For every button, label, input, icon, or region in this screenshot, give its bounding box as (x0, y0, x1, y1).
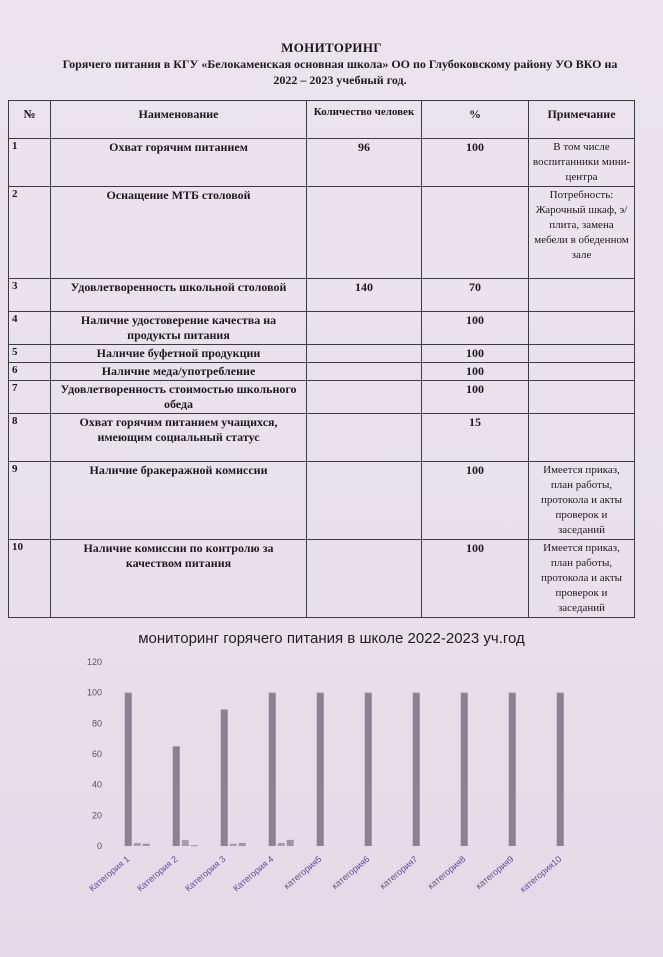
y-tick-label: 60 (91, 749, 102, 759)
row-name: Охват горячим питанием учащихся, имеющим социальный статус (51, 414, 307, 462)
header-qty: Количество человек (307, 101, 422, 139)
bar-series-2 (230, 844, 237, 846)
category-label: Категория 4 (231, 853, 276, 894)
row-pct: 100 (422, 345, 529, 363)
bar-series-3 (143, 844, 150, 846)
bar-series-3 (191, 845, 198, 846)
row-pct: 100 (422, 312, 529, 345)
header-name: Наименование (51, 101, 307, 139)
bar-series-3 (239, 843, 246, 846)
row-name: Наличие буфетной продукции (51, 345, 307, 363)
chart-title: мониторинг горячего питания в школе 2022-2023 уч.год (138, 630, 525, 647)
row-note (529, 345, 635, 363)
row-name: Наличие удостоверение качества на продукты питания (51, 312, 307, 345)
row-qty (307, 312, 422, 345)
bar-series-1 (365, 693, 372, 846)
row-qty: 96 (307, 139, 422, 187)
bar-series-1 (557, 693, 564, 846)
bar-series-1 (461, 693, 468, 846)
category-label: категория5 (281, 853, 324, 892)
bar-series-1 (317, 693, 324, 846)
row-note: Имеется приказ, план работы, протокола и акты проверок и заседаний (529, 462, 635, 540)
category-label: категория8 (425, 853, 468, 892)
table-row (9, 139, 635, 187)
category-label: категория6 (329, 853, 372, 892)
row-note: В том числе воспитанники мини-центра (529, 139, 635, 187)
monitoring-table (8, 100, 635, 618)
table-row (9, 462, 635, 540)
bar-series-2 (134, 843, 141, 846)
row-pct: 100 (422, 540, 529, 618)
y-tick-label: 100 (86, 687, 102, 698)
row-qty (307, 540, 422, 618)
row-name: Оснащение МТБ столовой (51, 187, 307, 279)
y-tick-label: 40 (91, 779, 102, 790)
bar-series-1 (269, 693, 276, 846)
row-num: 4 (9, 312, 51, 345)
bar-series-2 (278, 843, 285, 846)
table-row (9, 187, 635, 279)
row-qty (307, 462, 422, 540)
row-num: 1 (9, 139, 51, 187)
row-qty (307, 381, 422, 414)
row-pct: 100 (422, 363, 529, 381)
bar-series-1 (413, 693, 420, 846)
y-tick-label: 120 (86, 657, 102, 667)
row-qty: 140 (307, 279, 422, 312)
bar-series-2 (182, 840, 189, 846)
row-num: 9 (9, 462, 51, 540)
row-qty (307, 187, 422, 279)
row-name: Удовлетворенность стоимостью школьного обеда (51, 381, 307, 414)
row-name: Охват горячим питанием (51, 139, 307, 187)
header-num: № (9, 101, 51, 139)
category-label: категория7 (377, 853, 420, 892)
row-note: Потребность: Жарочный шкаф, э/плита, замена мебели в обеденном зале (529, 187, 635, 279)
row-pct: 100 (422, 381, 529, 414)
table-row (9, 363, 635, 381)
row-pct: 100 (422, 462, 529, 540)
row-name: Наличие меда/употребление (51, 363, 307, 381)
row-name: Удовлетворенность школьной столовой (51, 279, 307, 312)
document-title: МОНИТОРИНГ (281, 40, 382, 55)
bar-series-1 (509, 693, 516, 846)
document-subtitle: Горячего питания в КГУ «Белокаменская основная школа» ОО по Глубоковскому району УО ВКО на 2022 – 2023 учебный год. (62, 57, 618, 87)
row-pct (422, 187, 529, 279)
row-num: 5 (9, 345, 51, 363)
row-note (529, 414, 635, 462)
category-label: категория9 (473, 853, 516, 892)
category-label: Категория 2 (135, 853, 180, 894)
row-num: 7 (9, 381, 51, 414)
header-note: Примечание (529, 101, 635, 139)
y-tick-label: 20 (91, 810, 102, 821)
table-row (9, 414, 635, 462)
bar-chart (0, 650, 663, 950)
bar-series-1 (221, 710, 228, 846)
category-label: Категория 3 (183, 853, 228, 894)
row-num: 6 (9, 363, 51, 381)
row-qty (307, 414, 422, 462)
header-pct: % (422, 101, 529, 139)
row-pct: 100 (422, 139, 529, 187)
row-num: 2 (9, 187, 51, 279)
category-label: категория10 (518, 853, 564, 895)
row-num: 3 (9, 279, 51, 312)
row-pct: 15 (422, 414, 529, 462)
table-row (9, 312, 635, 345)
row-note: Имеется приказ, план работы, протокола и акты проверок и заседаний (529, 540, 635, 618)
bar-series-1 (125, 693, 132, 846)
row-note (529, 381, 635, 414)
table-row (9, 345, 635, 363)
category-label: Категория 1 (87, 853, 132, 894)
row-num: 8 (9, 414, 51, 462)
table-row (9, 381, 635, 414)
table-row (9, 540, 635, 618)
table-row (9, 279, 635, 312)
row-note (529, 363, 635, 381)
row-note (529, 312, 635, 345)
bar-series-3 (287, 840, 294, 846)
table-header-row (9, 101, 635, 139)
row-name: Наличие бракеражной комиссии (51, 462, 307, 540)
row-name: Наличие комиссии по контролю за качеством питания (51, 540, 307, 618)
bar-series-1 (173, 746, 180, 846)
row-qty (307, 363, 422, 381)
row-pct: 70 (422, 279, 529, 312)
row-qty (307, 345, 422, 363)
y-tick-label: 80 (91, 718, 102, 729)
row-note (529, 279, 635, 312)
row-num: 10 (9, 540, 51, 618)
y-tick-label: 0 (96, 841, 102, 851)
